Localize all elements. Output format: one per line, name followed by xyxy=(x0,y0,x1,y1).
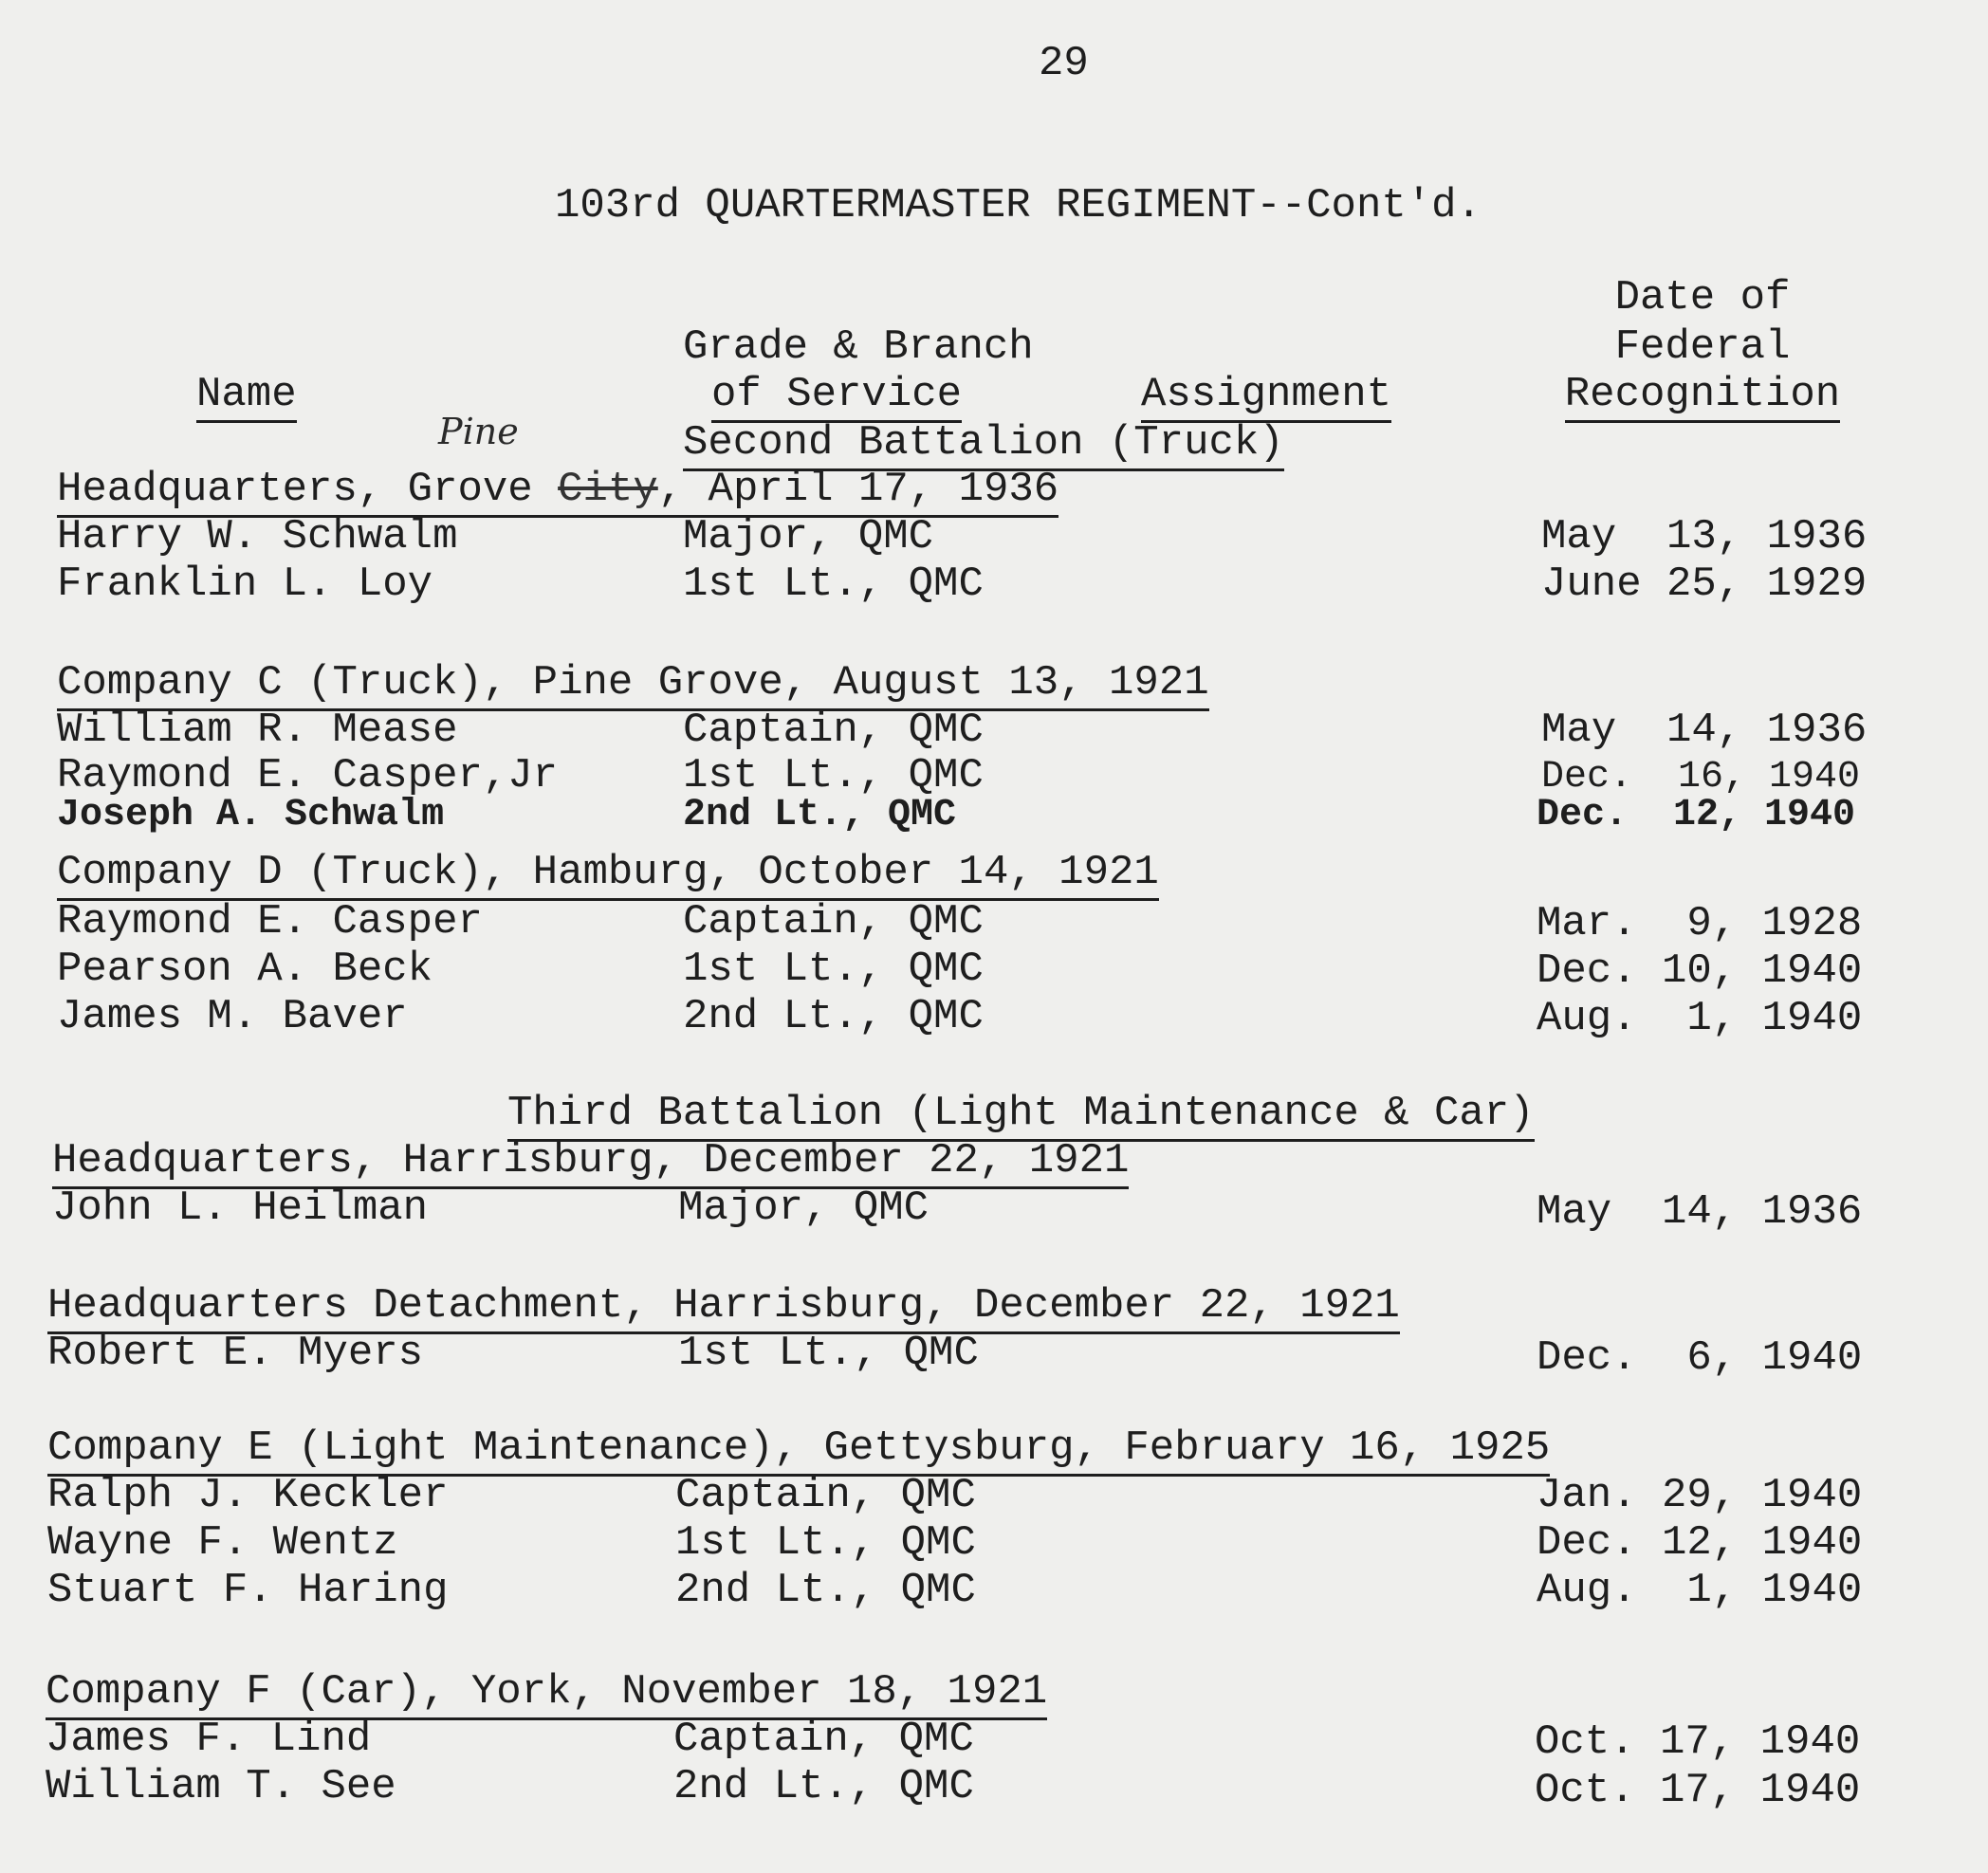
table-row-grade: 2nd Lt., QMC xyxy=(675,1567,976,1614)
table-row-date: Oct. 17, 1940 xyxy=(1535,1718,1861,1766)
table-row-grade: 1st Lt., QMC xyxy=(675,1519,976,1567)
second-hq-heading xyxy=(57,466,1059,513)
company-e-heading-text: Company E (Light Maintenance), Gettysburg, February 16, 1925 xyxy=(47,1424,1550,1477)
second-hq-struck-word: City xyxy=(558,466,658,513)
table-row-name: William T. See xyxy=(46,1763,396,1810)
table-row-grade: 2nd Lt., QMC xyxy=(673,1763,974,1810)
table-row-name: Raymond E. Casper xyxy=(57,898,483,946)
company-d-heading xyxy=(57,849,1159,896)
table-row-date: May 13, 1936 xyxy=(1541,513,1868,560)
company-c-heading xyxy=(57,659,1209,707)
table-row-date: Aug. 1, 1940 xyxy=(1537,995,1863,1042)
header-date-line3 xyxy=(1499,371,1906,418)
table-row-grade: 1st Lt., QMC xyxy=(678,1330,979,1377)
table-row-grade: 2nd Lt., QMC xyxy=(683,794,957,836)
header-assignment xyxy=(1141,371,1392,418)
company-d-heading-text: Company D (Truck), Hamburg, October 14, 1921 xyxy=(57,849,1159,901)
table-row-grade: 1st Lt., QMC xyxy=(683,946,984,993)
page-title: 103rd QUARTERMASTER REGIMENT--Cont'd. xyxy=(555,182,1482,230)
table-row-grade: Major, QMC xyxy=(683,513,934,560)
company-f-heading xyxy=(46,1668,1048,1716)
company-e-heading xyxy=(47,1424,1551,1472)
table-row-date: May 14, 1936 xyxy=(1541,707,1868,754)
table-row-name: John L. Heilman xyxy=(52,1184,429,1232)
third-hq-heading-text: Headquarters, Harrisburg, December 22, 1921 xyxy=(52,1137,1129,1189)
table-row-grade: Captain, QMC xyxy=(673,1716,974,1763)
table-row-grade: 2nd Lt., QMC xyxy=(683,993,984,1040)
table-row-grade: Captain, QMC xyxy=(683,707,984,754)
table-row-name: Wayne F. Wentz xyxy=(47,1519,398,1567)
table-row-date: May 14, 1936 xyxy=(1537,1188,1863,1236)
table-row-date: Dec. 10, 1940 xyxy=(1537,947,1863,995)
header-name xyxy=(196,371,297,418)
third-hq-heading xyxy=(52,1137,1130,1184)
table-row-date: June 25, 1929 xyxy=(1541,560,1868,608)
third-battalion-title-text: Third Battalion (Light Maintenance & Car) xyxy=(507,1090,1535,1142)
table-row-name: Joseph A. Schwalm xyxy=(57,794,445,836)
header-grade-line1: Grade & Branch xyxy=(683,323,1034,371)
header-grade-line2 xyxy=(711,371,963,418)
table-row-name: Stuart F. Haring xyxy=(47,1567,449,1614)
table-row-date: Dec. 12, 1940 xyxy=(1537,794,1856,836)
table-row-date: Oct. 17, 1940 xyxy=(1535,1767,1861,1814)
table-row-name: James F. Lind xyxy=(46,1716,372,1763)
header-date-line3-text: Recognition xyxy=(1565,371,1840,423)
table-row-grade: Captain, QMC xyxy=(683,898,984,946)
company-c-heading-text: Company C (Truck), Pine Grove, August 13, 1921 xyxy=(57,659,1209,711)
table-row-name: Franklin L. Loy xyxy=(57,560,433,608)
header-grade-line2-text: of Service xyxy=(711,371,962,423)
table-row-name: Robert E. Myers xyxy=(47,1330,424,1377)
second-hq-prefix: Headquarters, xyxy=(57,466,408,513)
table-row-name: Ralph J. Keckler xyxy=(47,1472,449,1519)
header-date-line1: Date of xyxy=(1614,274,1791,321)
table-row-date: Dec. 6, 1940 xyxy=(1537,1334,1863,1382)
table-row-grade: 1st Lt., QMC xyxy=(683,752,984,799)
hq-detachment-heading-text: Headquarters Detachment, Harrisburg, December 22, 1921 xyxy=(47,1282,1400,1334)
table-row-name: William R. Mease xyxy=(57,707,458,754)
table-row-name: Harry W. Schwalm xyxy=(57,513,458,560)
table-row-date: Dec. 16, 1940 xyxy=(1541,756,1861,799)
table-row-grade: 1st Lt., QMC xyxy=(683,560,984,608)
table-row-date: Mar. 9, 1928 xyxy=(1537,900,1863,947)
table-row-date: Dec. 12, 1940 xyxy=(1537,1519,1863,1567)
page-number: 29 xyxy=(1039,40,1089,87)
hq-detachment-heading xyxy=(47,1282,1400,1330)
handwritten-correction-pine: Pine xyxy=(438,411,519,452)
third-battalion-title xyxy=(507,1090,1535,1137)
second-battalion-title xyxy=(683,419,1284,467)
header-name-text: Name xyxy=(196,371,297,423)
table-row-name: Raymond E. Casper,Jr xyxy=(57,752,559,799)
table-row-name: Pearson A. Beck xyxy=(57,946,433,993)
table-row-grade: Major, QMC xyxy=(678,1184,930,1232)
table-row-name: James M. Baver xyxy=(57,993,408,1040)
header-assignment-text: Assignment xyxy=(1141,371,1391,423)
header-date-line2: Federal xyxy=(1614,323,1791,371)
company-f-heading-text: Company F (Car), York, November 18, 1921 xyxy=(46,1668,1047,1720)
table-row-date: Aug. 1, 1940 xyxy=(1537,1567,1863,1614)
table-row-grade: Captain, QMC xyxy=(675,1472,976,1519)
table-row-date: Jan. 29, 1940 xyxy=(1537,1472,1863,1519)
second-hq-date: , April 17, 1936 xyxy=(657,466,1059,513)
second-battalion-title-text: Second Battalion (Truck) xyxy=(683,419,1284,471)
second-hq-place: Grove xyxy=(407,466,533,513)
